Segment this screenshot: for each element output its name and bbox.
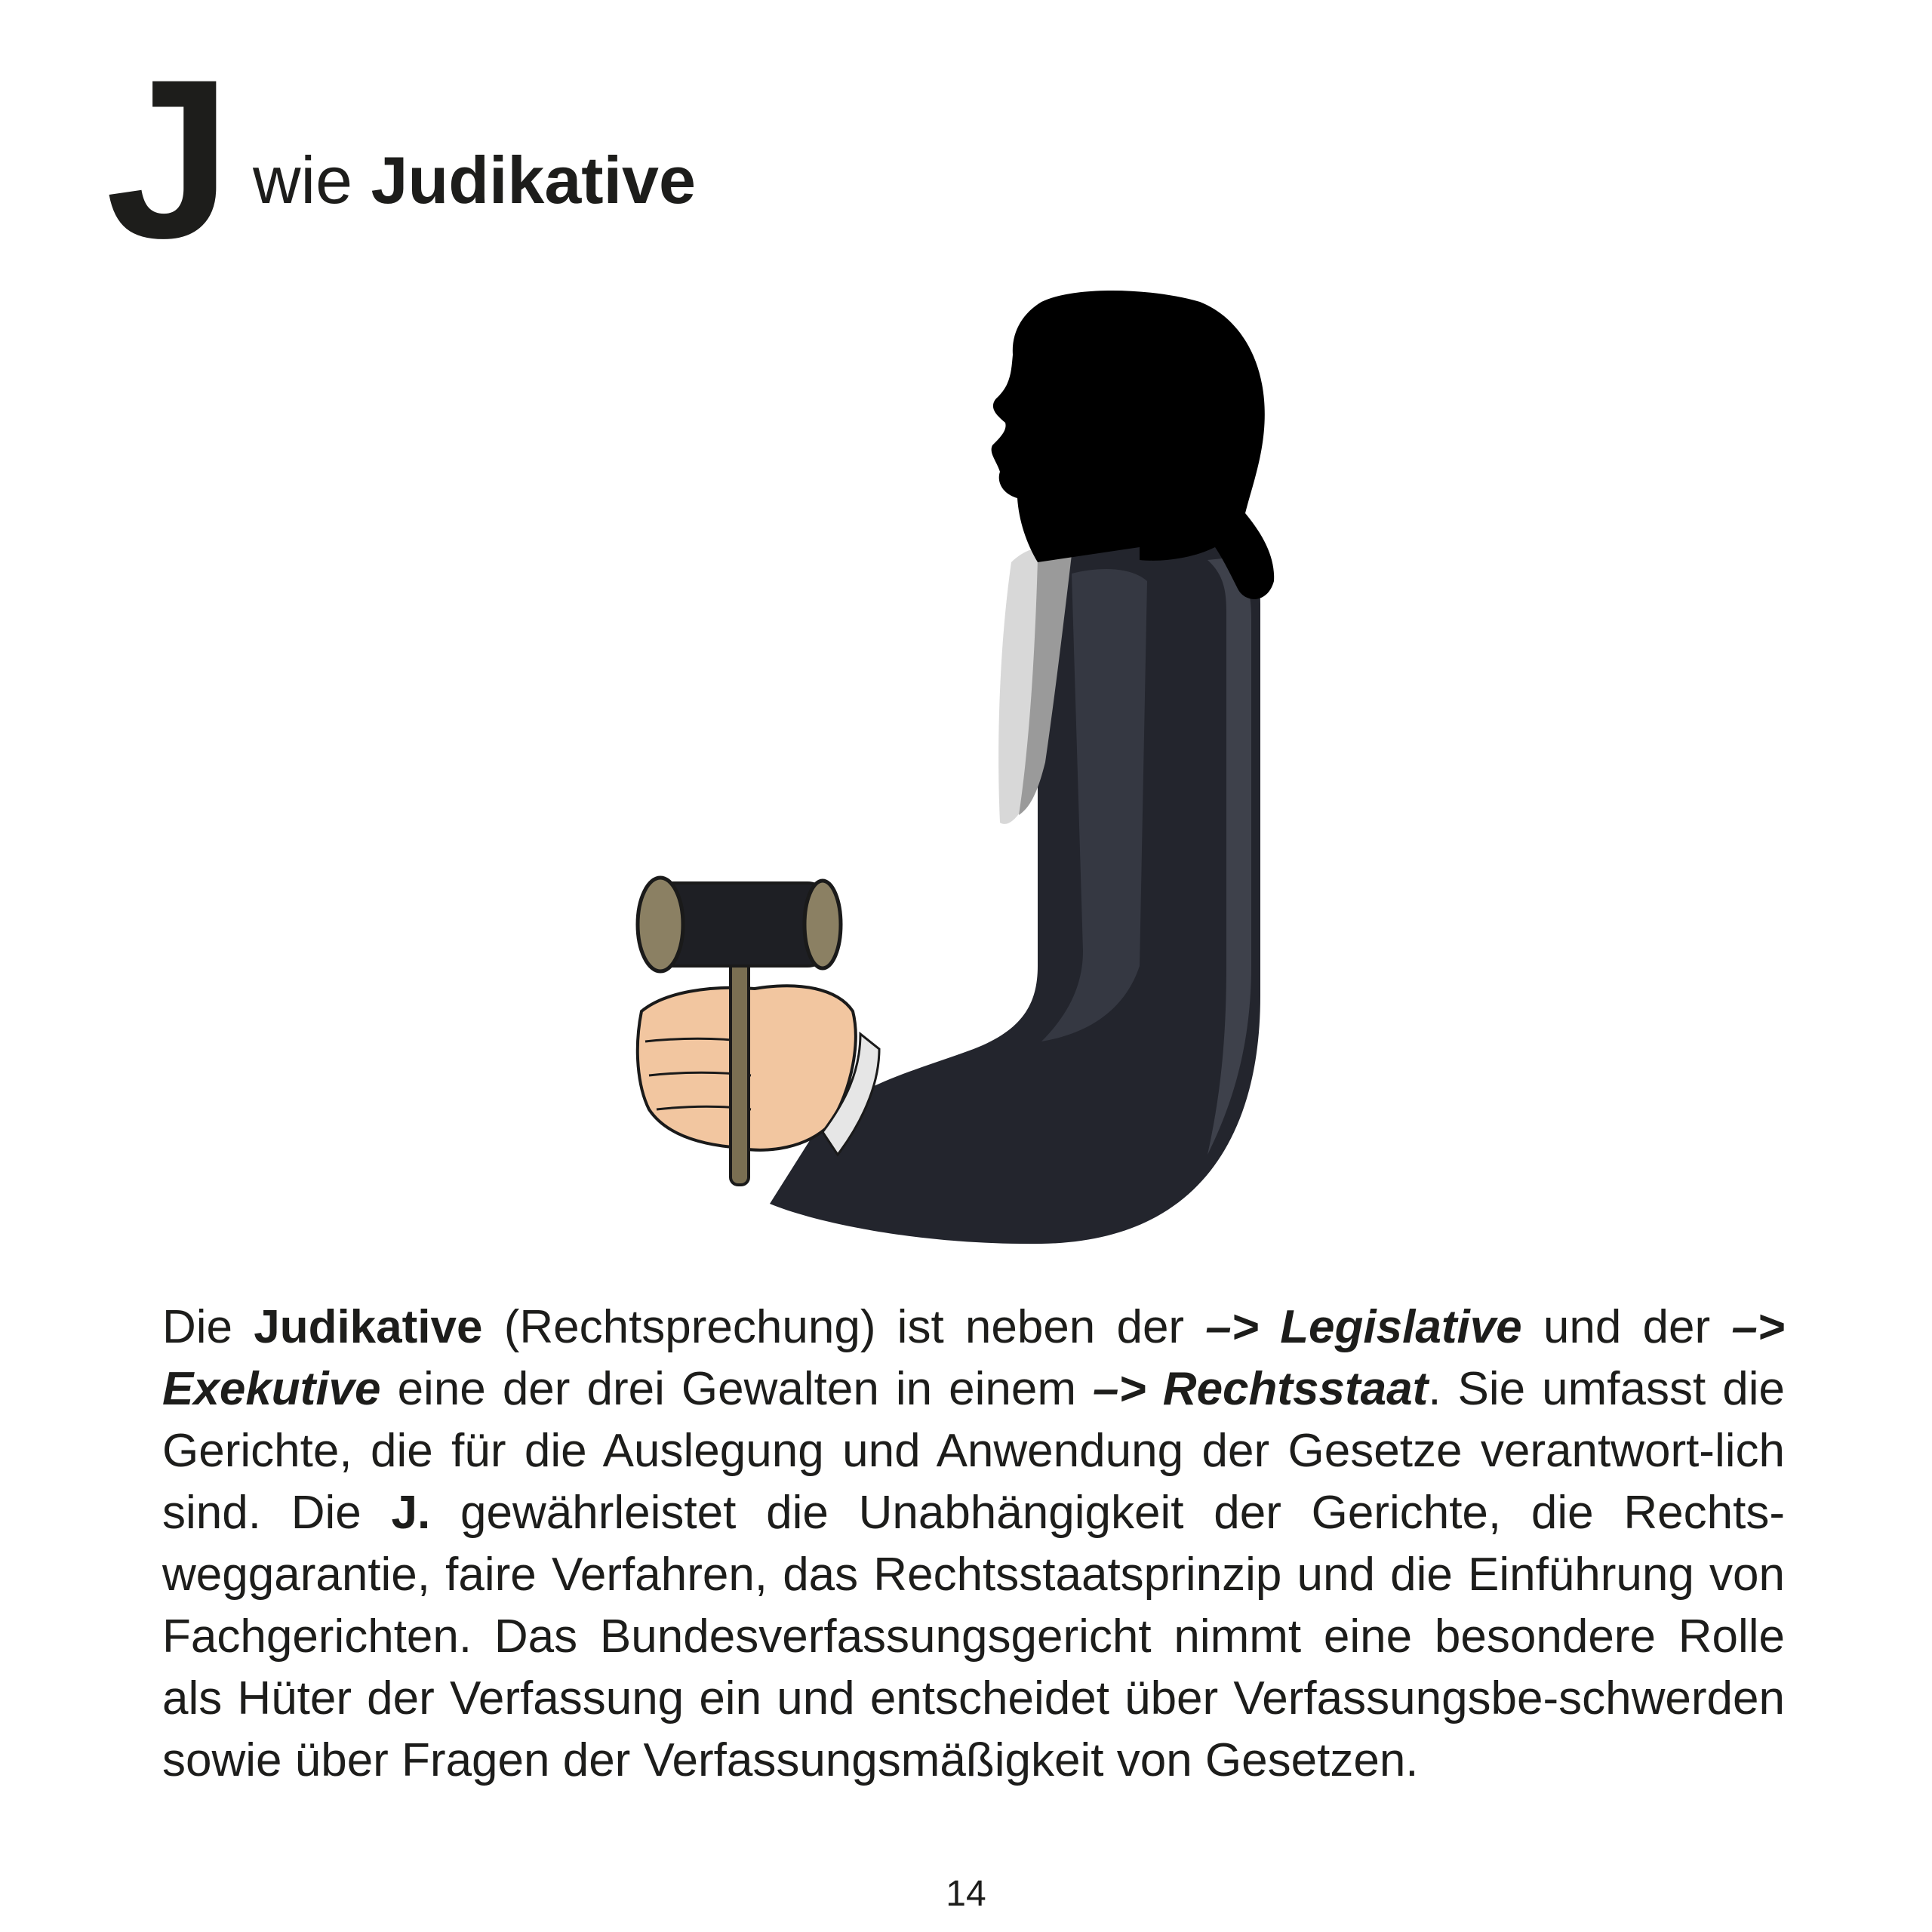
title-term: Judikative [371, 143, 696, 217]
term-abbreviation: J. [391, 1487, 431, 1539]
text-segment: . Sie umfasst die Gerichte, die für die Auslegung und Anwendung der Gesetze verantwort-lich sind. Die [162, 1363, 1786, 1539]
arrow-marker: –> [1205, 1301, 1259, 1353]
text-segment: gewährleistet die Unabhängigkeit der Gerichte, die Rechts-weggarantie, faire Verfahren, das Rechtsstaatsprinzip und die Einführung von Fachgerichten. Das Bundesverfassungsgericht nimmt eine besondere Rolle als Hüter der Verfassung ein und entscheidet über Verfassungsbe-schwerden sowie über Fragen der Verfassungsmäßigkeit von Gesetzen. [162, 1487, 1786, 1786]
link-exekutive[interactable]: Exekutive [162, 1363, 381, 1415]
judge-silhouette-illustration [619, 287, 1328, 1260]
link-legislative[interactable]: Legislative [1280, 1301, 1522, 1353]
arrow-marker: –> [1093, 1363, 1146, 1415]
initial-letter: J [106, 32, 229, 285]
text-segment: eine der drei Gewalten in einem [397, 1363, 1076, 1415]
arrow-marker: –> [1731, 1301, 1786, 1353]
page-number: 14 [946, 1874, 986, 1914]
text-segment: und der [1543, 1301, 1711, 1353]
text-segment: (Rechtsprechung) ist neben der [503, 1301, 1185, 1353]
title-prefix: wie [253, 143, 353, 217]
body-paragraph [162, 1297, 1785, 1792]
page-title [253, 143, 696, 217]
term-judikative: Judikative [254, 1301, 483, 1353]
text-segment: Die [162, 1301, 233, 1353]
link-rechtsstaat[interactable]: Rechtsstaat [1162, 1363, 1429, 1415]
